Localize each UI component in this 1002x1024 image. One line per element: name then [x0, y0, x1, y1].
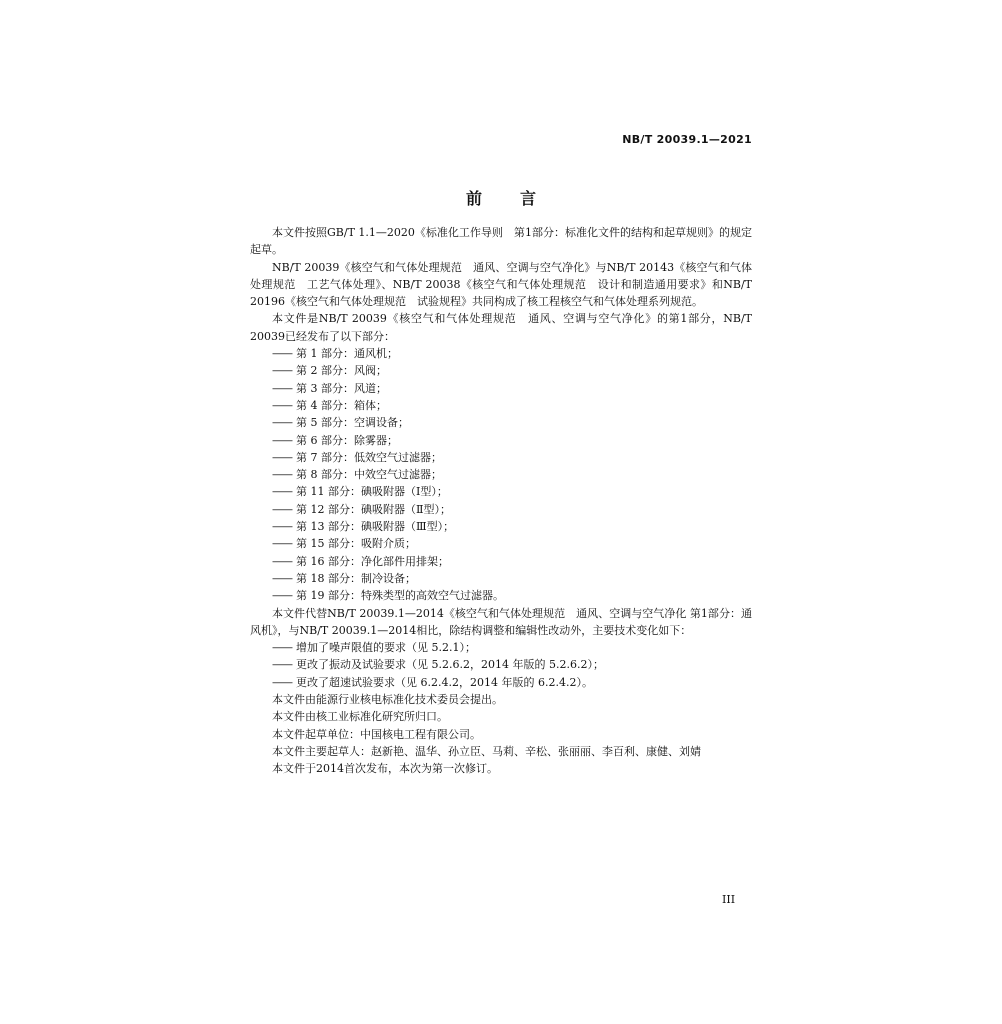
- list-item: [250, 380, 752, 397]
- paragraph: 本文件由能源行业核电标准化技术委员会提出。: [272, 693, 503, 707]
- foreword-body: [250, 224, 752, 778]
- list-item: [250, 414, 752, 431]
- list-item-text: 第 18 部分：制冷设备；: [296, 571, 416, 585]
- list-item: [250, 362, 752, 379]
- paragraph: 本文件于2014首次发布，本次为第一次修订。: [272, 762, 498, 776]
- list-item: [250, 466, 752, 483]
- dash-marker: ——: [272, 347, 292, 361]
- dash-marker: ——: [272, 675, 292, 689]
- paragraph: 本文件由核工业标准化研究所归口。: [272, 710, 448, 724]
- list-item-text: 第 13 部分：碘吸附器（Ⅲ型）；: [296, 520, 455, 534]
- paragraph: 本文件代替NB/T 20039.1—2014《核空气和气体处理规范 通风、空调与空气净化 第1部分：通风机》，与NB/T 20039.1—2014相比，除结构调整和编辑性改动外，主要技术变化如下：: [250, 606, 752, 637]
- dash-marker: ——: [272, 589, 292, 603]
- list-item: [250, 535, 752, 552]
- dash-marker: ——: [272, 502, 292, 516]
- list-item: [250, 345, 752, 362]
- list-item: [250, 674, 752, 691]
- dash-marker: ——: [272, 537, 292, 551]
- list-item: [250, 397, 752, 414]
- list-item-text: 第 1 部分：通风机；: [296, 347, 398, 361]
- paragraph: NB/T 20039《核空气和气体处理规范 通风、空调与空气净化》与NB/T 20143《核空气和气体处理规范 工艺气体处理》、NB/T 20038《核空气和气体处理规范 设计和制造通用要求》和NB/T 20196《核空气和气体处理规范 试验规程》共同构成了核工程核空气和气体处理系列规范。: [250, 260, 752, 309]
- list-item-text: 第 2 部分：风阀；: [296, 364, 387, 378]
- dash-marker: ——: [272, 658, 292, 672]
- dash-marker: ——: [272, 433, 292, 447]
- dash-marker: ——: [272, 468, 292, 482]
- list-item: [250, 656, 752, 673]
- paragraph: 本文件按照GB/T 1.1—2020《标准化工作导则 第1部分：标准化文件的结构和起草规则》的规定起草。: [250, 226, 752, 257]
- dash-marker: ——: [272, 641, 292, 655]
- list-item: [250, 518, 752, 535]
- page-number: III: [722, 893, 736, 906]
- list-item-text: 第 15 部分：吸附介质；: [296, 537, 416, 551]
- paragraph: 本文件起草单位：中国核电工程有限公司。: [272, 727, 481, 741]
- paragraph: 本文件主要起草人：赵新艳、温华、孙立臣、马莉、辛松、张丽丽、李百利、康健、刘婧: [272, 744, 701, 758]
- dash-marker: ——: [272, 381, 292, 395]
- list-item-text: 第 7 部分：低效空气过滤器；: [296, 450, 442, 464]
- dash-marker: ——: [272, 520, 292, 534]
- list-item-text: 第 5 部分：空调设备；: [296, 416, 409, 430]
- list-item-text: 第 8 部分：中效空气过滤器；: [296, 468, 442, 482]
- list-item: [250, 483, 752, 500]
- list-item-text: 第 4 部分：箱体；: [296, 398, 387, 412]
- changes-list: [250, 639, 752, 691]
- standard-code: NB/T 20039.1—2021: [622, 133, 752, 146]
- page-title: 前言: [465, 189, 574, 208]
- list-item-text: 更改了超速试验要求（见 6.2.4.2，2014 年版的 6.2.4.2）。: [296, 675, 593, 689]
- dash-marker: ——: [272, 571, 292, 585]
- dash-marker: ——: [272, 554, 292, 568]
- dash-marker: ——: [272, 416, 292, 430]
- list-item: [250, 587, 752, 604]
- list-item-text: 第 3 部分：风道；: [296, 381, 387, 395]
- dash-marker: ——: [272, 398, 292, 412]
- paragraph: 本文件是NB/T 20039《核空气和气体处理规范 通风、空调与空气净化》的第1部分，NB/T 20039已经发布了以下部分：: [250, 312, 752, 343]
- list-item-text: 第 6 部分：除雾器；: [296, 433, 398, 447]
- list-item-text: 第 12 部分：碘吸附器（Ⅱ型）；: [296, 502, 451, 516]
- list-item: [250, 553, 752, 570]
- dash-marker: ——: [272, 485, 292, 499]
- list-item: [250, 432, 752, 449]
- dash-marker: ——: [272, 364, 292, 378]
- list-item: [250, 449, 752, 466]
- list-item-text: 第 19 部分：特殊类型的高效空气过滤器。: [296, 589, 504, 603]
- list-item-text: 更改了振动及试验要求（见 5.2.6.2，2014 年版的 5.2.6.2）；: [296, 658, 604, 672]
- list-item-text: 增加了噪声限值的要求（见 5.2.1）；: [296, 641, 476, 655]
- parts-list: [250, 345, 752, 604]
- list-item-text: 第 16 部分：净化部件用排架；: [296, 554, 449, 568]
- list-item: [250, 501, 752, 518]
- list-item: [250, 570, 752, 587]
- dash-marker: ——: [272, 450, 292, 464]
- list-item-text: 第 11 部分：碘吸附器（Ⅰ型）；: [296, 485, 448, 499]
- list-item: [250, 639, 752, 656]
